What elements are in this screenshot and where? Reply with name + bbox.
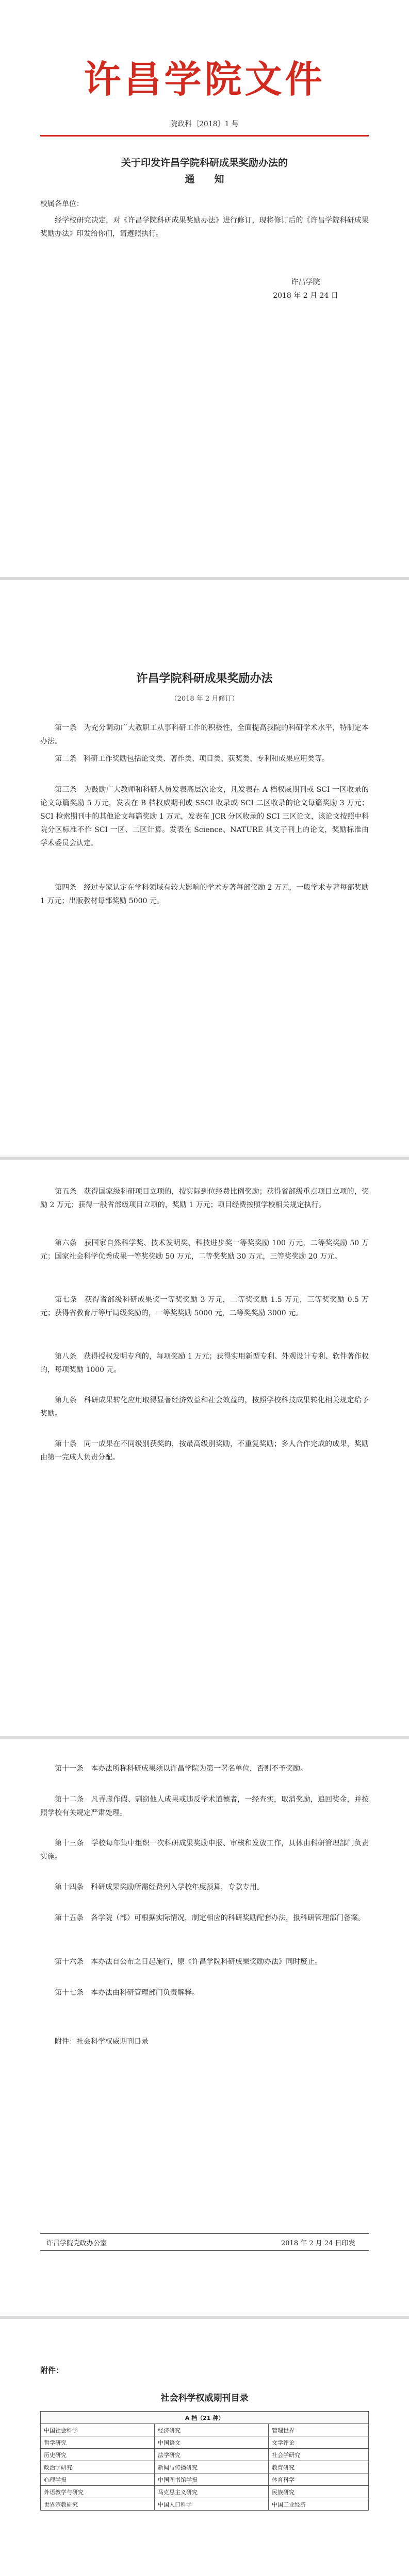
page-separator bbox=[0, 1736, 409, 1739]
article: 第八条 获得授权发明专利的，每项奖励 1 万元；获得实用新型专利、外观设计专利、软件著作权的，每项奖励 1000 元。 bbox=[40, 1352, 369, 1374]
table-cell: 中国语文 bbox=[155, 2436, 269, 2449]
article: 第五条 获得国家级科研项目立项的，按实际到位经费比例奖励；获得省部级重点项目立项的，奖励 2 万元；获得一般省部级项目立项的，奖励 1 万元；项目经费按照学校相关规定执行。 bbox=[40, 1188, 369, 1209]
article: 第十条 同一成果在不同级别获奖的，按最高级别奖励，不重复奖励；多人合作完成的成果，奖励由第一完成人负责分配。 bbox=[40, 1440, 369, 1462]
table-row bbox=[41, 2424, 369, 2436]
table-cell: 政治学研究 bbox=[41, 2461, 155, 2473]
footer-date: 2018 年 2 月 24 日印发 bbox=[281, 2240, 355, 2247]
page-separator bbox=[0, 577, 409, 580]
annex-reference: 附件：社会科学权威期刊目录 bbox=[55, 2038, 149, 2046]
notice-addressee: 校属各单位： bbox=[40, 200, 84, 208]
notice-title-line2: 通 知 bbox=[185, 174, 224, 185]
document-number: 院政科〔2018〕1 号 bbox=[170, 120, 239, 128]
article: 第二条 科研工作奖励包括论文类、著作类、项目类、获奖类、专利和成果应用类等。 bbox=[55, 755, 329, 763]
table-cell: 新闻与传播研究 bbox=[155, 2461, 269, 2473]
article: 第十四条 科研成果奖励所需经费列入学校年度预算，专款专用。 bbox=[55, 1883, 264, 1891]
article: 第七条 获得省部级科研成果奖一等奖奖励 3 万元，二等奖奖励 1.5 万元，三等奖奖励 0.5 万元；获得省教育厅等厅局级奖励的，一等奖奖励 5000 元，二等奖奖励 3000 元。 bbox=[40, 1296, 369, 1317]
table-cell: 经济研究 bbox=[155, 2424, 269, 2436]
table-row bbox=[41, 2486, 369, 2498]
article: 第十六条 本办法自公布之日起施行，原《许昌学院科研成果奖励办法》同时废止。 bbox=[55, 1958, 322, 1966]
article: 第四条 经过专家认定在学科领域有较大影响的学术专著每部奖励 2 万元，一般学术专著每部奖励 1 万元；出版教材每部奖励 5000 元。 bbox=[40, 884, 369, 905]
notice-title-line1: 关于印发许昌学院科研成果奖励办法的 bbox=[121, 157, 288, 168]
table-cell: 社会学研究 bbox=[269, 2449, 369, 2461]
table-cell: 心理学报 bbox=[41, 2473, 155, 2486]
table-cell: 中国社会科学 bbox=[41, 2424, 155, 2436]
journal-table-a-body bbox=[41, 2412, 369, 2511]
regulations-title: 许昌学院科研成果奖励办法 bbox=[136, 672, 273, 685]
table-row bbox=[41, 2436, 369, 2449]
table-cell: 中国图书馆学报 bbox=[155, 2473, 269, 2486]
table-cell: 哲学研究 bbox=[41, 2436, 155, 2449]
article: 第六条 获国家自然科学奖、技术发明奖、科技进步奖一等奖奖励 100 万元，二等奖奖励 50 万元；国家社会科学优秀成果一等奖奖励 50 万元，二等奖奖励 30 万元，三等奖奖励 20 万元。 bbox=[40, 1239, 369, 1261]
table-cell: 管理世界 bbox=[269, 2424, 369, 2436]
annex-title: 社会科学权威期刊目录 bbox=[160, 2393, 249, 2403]
table-cell: 世界宗教研究 bbox=[41, 2498, 155, 2511]
footer-issuer: 许昌学院党政办公室 bbox=[46, 2240, 107, 2247]
table-cell: 文学评论 bbox=[269, 2436, 369, 2449]
article: 第十三条 学校每年集中组织一次科研成果奖励申报、审核和发放工作，具体由科研管理部门负责实施。 bbox=[40, 1839, 369, 1861]
document-org-title: 许昌学院文件 bbox=[84, 58, 325, 101]
table-row bbox=[41, 2461, 369, 2473]
journal-table-a bbox=[40, 2411, 369, 2511]
article: 第十二条 凡弄虚作假、剽窃他人成果或违反学术道德者，一经查实，取消奖励，追回奖金，并按照学校有关规定严肃处理。 bbox=[40, 1795, 369, 1817]
table-row bbox=[41, 2449, 369, 2461]
signature-date: 2018 年 2 月 24 日 bbox=[273, 292, 338, 300]
header-red-rule bbox=[40, 135, 369, 137]
notice-title bbox=[0, 155, 409, 188]
table-row bbox=[41, 2498, 369, 2511]
article: 第十一条 本办法所称科研成果须以许昌学院为第一署名单位，否则不予奖励。 bbox=[55, 1765, 307, 1773]
article: 第三条 为鼓励广大教师和科研人员发表高层次论文，凡发表在 A 档权威期刊或 SCI 一区收录的论文每篇奖励 5 万元，发表在 B 档权威期刊或 SSCI 收录或 SCI 二区收录的论文每篇奖励 3 万元；SCI 检索期刊中的其他论文每篇奖励 1 万元，发表在 JCR 分区收录的 SCI 三区论文，该论文按照中科院分区标准不作 SCI 一区、二区计算。发表在 Science、NATURE 其文子刊上的论文，奖励标准由学术委员会认定。 bbox=[40, 786, 369, 848]
annex-label: 附件： bbox=[40, 2366, 64, 2375]
table-cell: 教育研究 bbox=[269, 2461, 369, 2473]
table-row bbox=[41, 2473, 369, 2486]
table-cell: 体育科学 bbox=[269, 2473, 369, 2486]
footer-rule-bottom bbox=[40, 2250, 369, 2251]
table-cell: 民族研究 bbox=[269, 2486, 369, 2498]
footer-rule-top bbox=[40, 2233, 369, 2234]
table-cell: 中国人口科学 bbox=[155, 2498, 269, 2511]
group-header-a: A 档（21 种） bbox=[41, 2412, 369, 2424]
table-cell: 历史研究 bbox=[41, 2449, 155, 2461]
notice-body: 经学校研究决定，对《许昌学院科研成果奖励办法》进行修订，现将修订后的《许昌学院科研成果奖励办法》印发给你们，请遵照执行。 bbox=[40, 216, 369, 238]
article: 第一条 为充分调动广大教职工从事科研工作的积极性，全面提高我院的科研学术水平，特制定本办法。 bbox=[40, 724, 369, 745]
page-separator bbox=[0, 1157, 409, 1160]
table-cell: 中国工业经济 bbox=[269, 2498, 369, 2511]
article: 第十七条 本办法由科研管理部门负责解释。 bbox=[55, 1989, 199, 1997]
regulations-revision: （2018 年 2 月修订） bbox=[170, 695, 239, 703]
signature-org: 许昌学院 bbox=[291, 278, 320, 286]
table-cell: 外语教学与研究 bbox=[41, 2486, 155, 2498]
table-group-row bbox=[41, 2412, 369, 2424]
article: 第十五条 各学院（部）可根据实际情况，制定相应的科研奖励配套办法，报科研管理部门备案。 bbox=[55, 1914, 365, 1922]
article: 第九条 科研成果转化应用取得显著经济效益和社会效益的，按照学校科技成果转化相关规定给予奖励。 bbox=[40, 1396, 369, 1418]
page-separator bbox=[0, 2316, 409, 2319]
table-cell: 法学研究 bbox=[155, 2449, 269, 2461]
table-cell: 马克思主义研究 bbox=[155, 2486, 269, 2498]
